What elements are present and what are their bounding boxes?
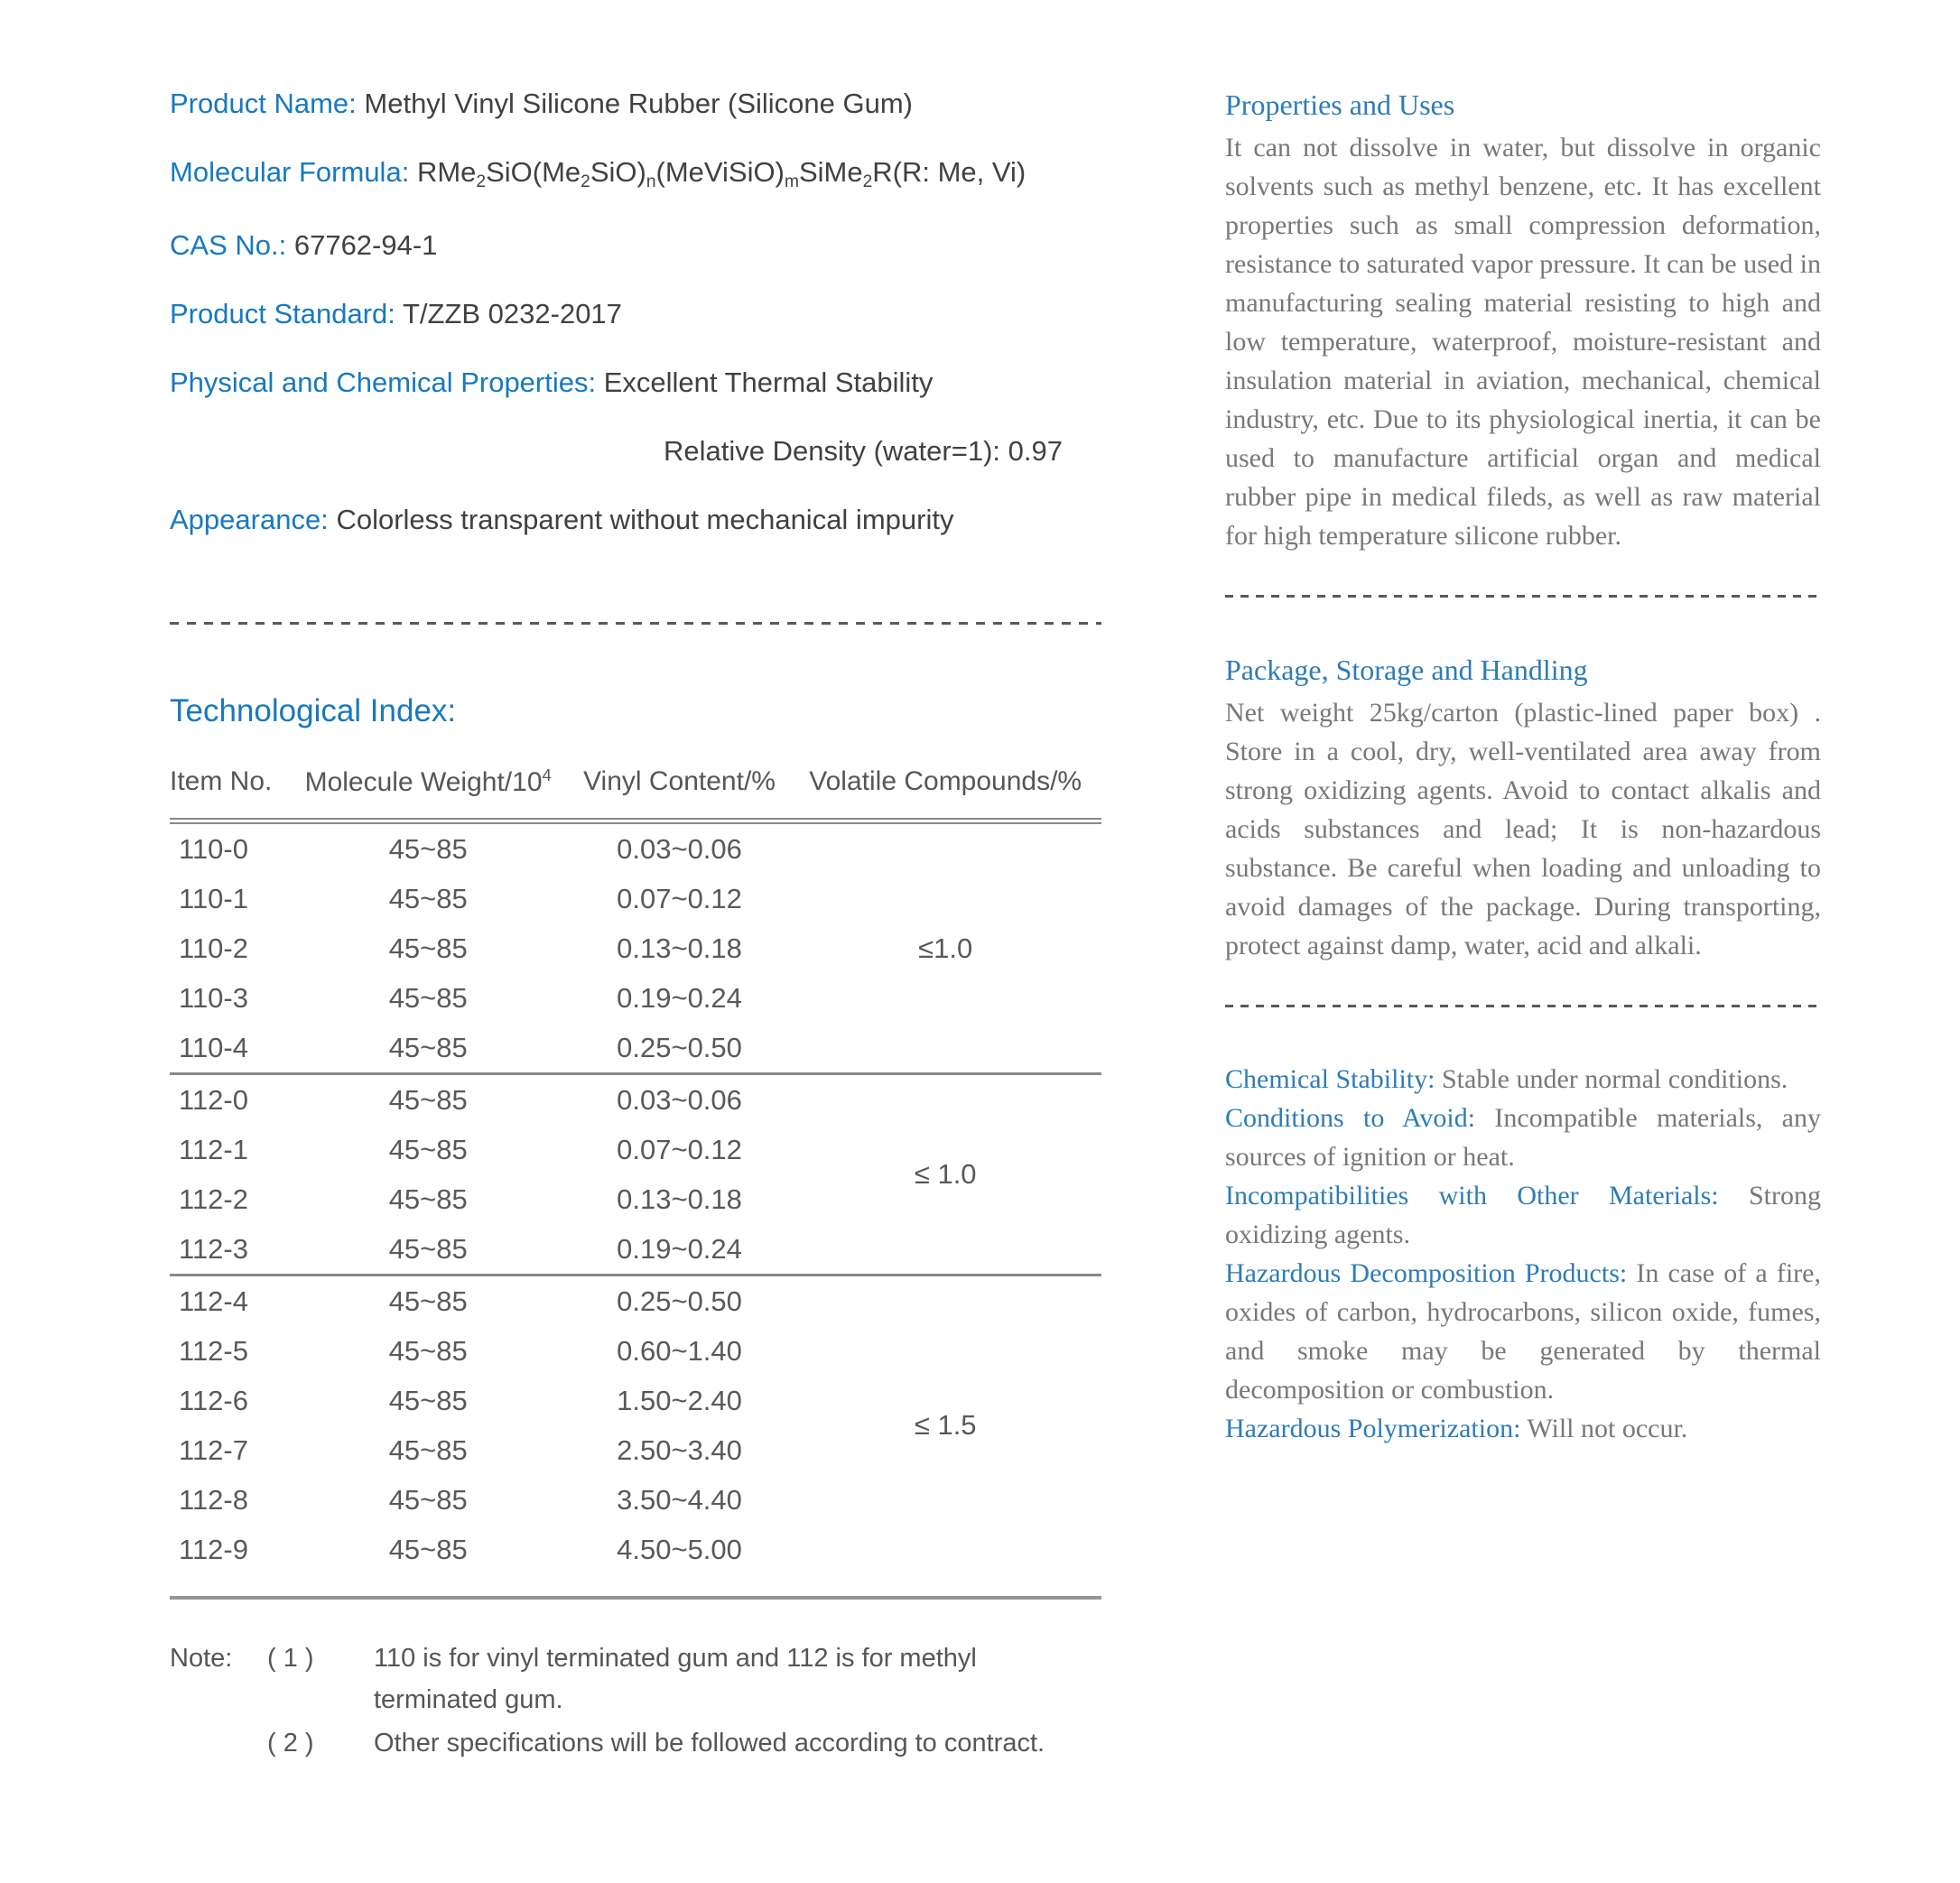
table-header-row xyxy=(170,765,1101,821)
vinyl-content-cell: 3.50~4.40 xyxy=(617,1483,742,1516)
note-item-text: Other specifications will be followed according to contract. xyxy=(374,1729,1045,1758)
molecule-weight-cell: 45~85 xyxy=(388,1133,468,1165)
table-body xyxy=(170,821,1101,1575)
table-note xyxy=(170,1637,1101,1764)
item-no-cell: 110-2 xyxy=(179,932,248,964)
dashed-divider xyxy=(170,622,1101,625)
molecule-weight-cell: 45~85 xyxy=(287,1275,570,1327)
note-item-text: 110 is for vinyl terminated gum and 112 is for methyl terminated gum. xyxy=(374,1644,977,1714)
safety-item-label: Incompatibilities with Other Materials: xyxy=(1225,1181,1719,1210)
section-body-properties-and-uses: It can not dissolve in water, but dissolve in organic solvents such as methyl benzene, etc. It has excellent properties such as small compression deformation, resistance to saturated vapor pressure. It can be used in manufacturing sealing material resisting to high and low temperature, waterproof, moisture-resistant and insulation material in aviation, mechanical, chemical industry, etc. Due to its physiological inertia, it can be used to manufacture artificial organ and medical rubber pipe in medical fileds, as well as raw material for high temperature silicone rubber. xyxy=(1225,133,1821,551)
safety-item-text: Strong oxidizing agents. xyxy=(1225,1181,1821,1249)
vinyl-content-cell: 0.07~0.12 xyxy=(617,882,742,914)
section-title-package-storage-handling: Package, Storage and Handling xyxy=(1225,654,1588,686)
molecule-weight-cell: 45~85 xyxy=(388,1483,468,1516)
item-no-cell: 112-6 xyxy=(179,1384,248,1416)
info-line xyxy=(170,153,1101,196)
item-no-cell: 112-7 xyxy=(179,1433,248,1466)
item-no-cell: 112-4 xyxy=(170,1275,287,1327)
safety-item xyxy=(1225,1409,1821,1448)
item-no-cell: 112-3 xyxy=(179,1232,248,1265)
note-label xyxy=(170,1722,267,1764)
technological-index-title: Technological Index: xyxy=(170,693,457,728)
safety-item-text: In case of a fire, oxides of carbon, hydrocarbons, silicon oxide, fumes, and smoke may be generated by thermal decomposition or combustion. xyxy=(1225,1258,1821,1405)
safety-item-label: Hazardous Polymerization: xyxy=(1225,1414,1521,1443)
field-value: Excellent Thermal Stability xyxy=(603,366,934,398)
formula-segment: RMe xyxy=(416,156,477,188)
volatile-compounds-cell: ≤ 1.5 xyxy=(789,1275,1101,1575)
field-value xyxy=(416,156,1026,192)
column-header: Molecule Weight/$10^4$ xyxy=(287,765,570,821)
note-item-number: ( 1 ) xyxy=(267,1644,314,1673)
column-header: Item No. xyxy=(170,765,287,821)
volatile-compounds-cell: ≤ 1.0 xyxy=(789,1074,1101,1275)
molecule-weight-cell: 45~85 xyxy=(388,1384,468,1416)
molecule-weight-cell: 45~85 xyxy=(388,1433,468,1466)
item-no-cell: 110-1 xyxy=(179,882,248,914)
info-line xyxy=(170,364,1101,402)
section-title-properties-and-uses: Properties and Uses xyxy=(1225,88,1455,121)
safety-item-text: Incompatible materials, any sources of ignition or heat. xyxy=(1225,1103,1822,1172)
superscript: 4 xyxy=(542,765,552,784)
vinyl-content-cell: 0.03~0.06 xyxy=(617,832,742,865)
item-no-cell: 112-8 xyxy=(179,1483,248,1516)
item-no-cell: 112-9 xyxy=(179,1533,248,1565)
safety-info-list xyxy=(1225,1060,1821,1448)
info-line xyxy=(170,227,1101,264)
vinyl-content-cell: 4.50~5.00 xyxy=(617,1533,742,1565)
safety-item-label: Conditions to Avoid: xyxy=(1225,1103,1476,1133)
vinyl-content-cell: 1.50~2.40 xyxy=(617,1384,742,1416)
vinyl-content-cell: 0.25~0.50 xyxy=(570,1275,790,1327)
product-datasheet-right-column xyxy=(1225,85,1821,1448)
field-value: T/ZZB 0232-2017 xyxy=(402,298,622,329)
field-label: CAS No.: xyxy=(170,229,287,261)
technological-index-table xyxy=(170,765,1101,1574)
molecule-weight-cell: 45~85 xyxy=(388,1232,468,1265)
safety-item-text: Stable under normal conditions. xyxy=(1435,1064,1788,1094)
molecule-weight-cell: 45~85 xyxy=(388,981,468,1014)
info-line xyxy=(170,501,1101,539)
table-row xyxy=(170,821,1101,875)
formula-subscript: 2 xyxy=(862,172,873,192)
molecule-weight-cell: 45~85 xyxy=(388,1183,468,1215)
vinyl-content-cell: 0.13~0.18 xyxy=(617,932,742,964)
table-row xyxy=(170,1074,1101,1126)
section-body-package-storage-handling: Net weight 25kg/carton (plastic-lined paper box) . Store in a cool, dry, well-ventilated area away from strong oxidizing agents. Avoid to contact alkalis and acids substances and lead; It is non-hazardous substance. Be careful when loading and unloading to avoid damages of the package. During transporting, protect against damp, water, acid and alkali. xyxy=(1225,698,1821,960)
safety-item xyxy=(1225,1099,1821,1176)
field-value: 67762-94-1 xyxy=(293,229,438,261)
formula-segment: SiO) xyxy=(590,156,646,188)
column-header: Vinyl Content/% xyxy=(570,765,790,821)
field-extra-value: Relative Density (water=1): 0.97 xyxy=(664,435,1063,467)
safety-item xyxy=(1225,1176,1821,1254)
field-label: Physical and Chemical Properties: xyxy=(170,366,597,398)
formula-segment: SiO(Me xyxy=(486,156,581,188)
safety-item xyxy=(1225,1060,1821,1099)
molecule-weight-cell: 45~85 xyxy=(388,932,468,964)
formula-subscript: 2 xyxy=(581,172,590,192)
item-no-cell: 112-1 xyxy=(179,1133,248,1165)
item-no-cell: 112-5 xyxy=(179,1334,248,1367)
field-value: Colorless transparent without mechanical impurity xyxy=(336,504,954,535)
safety-item xyxy=(1225,1254,1821,1409)
dashed-divider xyxy=(1225,595,1821,598)
formula-segment: R(R: Me, Vi) xyxy=(872,156,1026,188)
vinyl-content-cell: 0.19~0.24 xyxy=(617,1232,742,1265)
vinyl-content-cell: 0.03~0.06 xyxy=(570,1074,790,1126)
vinyl-content-cell: 0.07~0.12 xyxy=(617,1133,742,1165)
note-label: Note: xyxy=(170,1644,233,1673)
field-label: Product Standard: xyxy=(170,298,395,329)
dashed-divider xyxy=(1225,1005,1821,1007)
formula-segment: (MeViSiO) xyxy=(655,156,785,188)
safety-item-label: Chemical Stability: xyxy=(1225,1064,1435,1094)
formula-segment: SiMe xyxy=(798,156,863,188)
molecule-weight-cell: 45~85 xyxy=(388,1031,468,1063)
molecule-weight-cell: 45~85 xyxy=(388,832,468,865)
item-no-cell: 112-0 xyxy=(170,1074,287,1126)
molecule-weight-cell: 45~85 xyxy=(388,1533,468,1565)
item-no-cell: 112-2 xyxy=(179,1183,248,1215)
table-bottom-rule xyxy=(170,1596,1101,1600)
note-item-number: ( 2 ) xyxy=(267,1729,314,1758)
safety-item-label: Hazardous Decomposition Products: xyxy=(1225,1258,1628,1288)
vinyl-content-cell: 2.50~3.40 xyxy=(617,1433,742,1466)
field-label: Appearance: xyxy=(170,504,329,535)
molecule-weight-cell: 45~85 xyxy=(287,1074,570,1126)
vinyl-content-cell: 0.19~0.24 xyxy=(617,981,742,1014)
item-no-cell: 110-0 xyxy=(179,832,248,865)
item-no-cell: 110-3 xyxy=(179,981,248,1014)
formula-subscript: 2 xyxy=(476,172,487,192)
vinyl-content-cell: 0.25~0.50 xyxy=(617,1031,742,1063)
volatile-compounds-cell: ≤1.0 xyxy=(918,932,973,964)
table-head xyxy=(170,765,1101,821)
formula-subscript: n xyxy=(646,172,656,192)
formula-subscript: m xyxy=(784,172,799,192)
vinyl-content-cell: 0.13~0.18 xyxy=(617,1183,742,1215)
safety-item-text: Will not occur. xyxy=(1520,1414,1688,1443)
info-line xyxy=(170,295,1101,333)
column-header: Volatile Compounds/% xyxy=(789,765,1101,821)
item-no-cell: 110-4 xyxy=(179,1031,248,1063)
molecule-weight-cell: 45~85 xyxy=(388,1334,468,1367)
molecule-weight-cell: 45~85 xyxy=(388,882,468,914)
info-line xyxy=(170,85,1101,123)
field-label: Molecular Formula: xyxy=(170,156,410,188)
product-datasheet-left-column xyxy=(170,85,1101,1764)
field-value: Methyl Vinyl Silicone Rubber (Silicone Gum) xyxy=(364,88,914,119)
vinyl-content-cell: 0.60~1.40 xyxy=(617,1334,742,1367)
field-label: Product Name: xyxy=(170,88,357,119)
product-info-list xyxy=(170,85,1101,539)
table-row xyxy=(170,1275,1101,1327)
